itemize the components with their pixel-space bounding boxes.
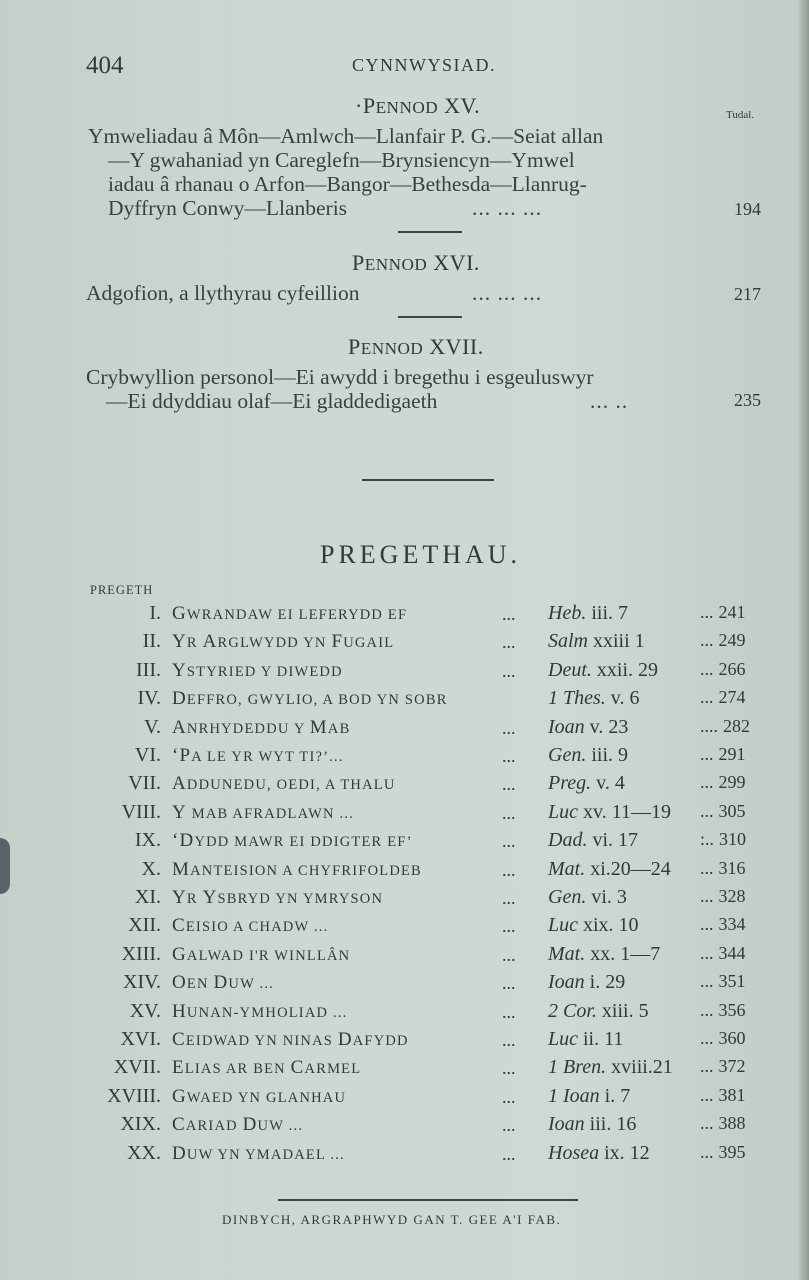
page-number-value: 372: [718, 1056, 746, 1077]
sermon-page-ref: [700, 1085, 746, 1106]
sermon-title: [172, 972, 274, 994]
sermon-title-part: AFYDD: [352, 1033, 409, 1049]
sermon-title-part: A: [202, 631, 218, 653]
chapter-page-ref: 235: [734, 390, 761, 410]
leader-dots: ...: [700, 630, 714, 651]
leader-dots: ...: [502, 944, 516, 965]
leader-dots: ...: [502, 831, 516, 852]
sermon-title-part: F: [331, 631, 344, 653]
page-number-value: 356: [718, 999, 746, 1020]
scripture-verse: xviii.21: [606, 1056, 673, 1079]
sermon-number: IV.: [137, 687, 161, 710]
sermon-title-part: ANTEISION A CHYFRIFOLDEB: [190, 862, 422, 879]
sermon-title: [172, 688, 448, 710]
sermon-number: XIV.: [123, 971, 161, 994]
scripture-reference: [548, 886, 627, 909]
page-number-value: 241: [718, 602, 746, 622]
sermon-title-part: EFFRO, GWYLIO, A BOD YN SOBR: [186, 692, 448, 709]
sermon-title-part: Y: [172, 887, 187, 908]
page-number-value: 310: [719, 829, 747, 850]
sermon-title-part: Y: [172, 659, 187, 681]
sermon-number: III.: [136, 658, 161, 681]
section-rule: [398, 316, 462, 318]
sermon-title-part: STYRIED Y DIWEDD: [186, 663, 343, 680]
scripture-book: Luc: [548, 800, 578, 823]
sermon-page-ref: [700, 772, 746, 793]
chapter-line: Adgofion, a llythyrau cyfeillion: [86, 281, 360, 305]
sermon-title-part: C: [172, 915, 186, 937]
sermon-page-ref: [700, 602, 746, 623]
scripture-verse: xxiii 1: [588, 630, 645, 653]
sermon-title-part: DDUNEDU, OEDI, A THALU: [186, 777, 396, 794]
sermon-title: [172, 660, 343, 682]
scripture-book: Hosea: [548, 1141, 600, 1164]
scripture-book: Heb.: [548, 602, 587, 624]
sermon-number: VIII.: [121, 800, 161, 823]
sermon-page-ref: [700, 687, 746, 708]
sermon-title-part: R: [186, 635, 203, 652]
chapter-line: Crybwyllion personol—Ei awydd i bregethu i esgeuluswyr: [86, 365, 594, 389]
sermon-title-part: G: [172, 603, 187, 624]
sermon-title-part: WRANDAW EI LEFERYDD EF: [186, 607, 408, 623]
sermon-title-part: UW ...: [228, 976, 275, 993]
leader-dots: ...: [700, 658, 714, 679]
sermon-page-ref: [700, 1113, 746, 1134]
leader-dots: ... ... ...: [472, 196, 543, 220]
sermon-number: XIII.: [121, 942, 161, 965]
page-number-value: 381: [718, 1084, 746, 1105]
sermon-row: [0, 914, 809, 942]
footer-rule: [278, 1199, 578, 1201]
sermon-title: [172, 1057, 361, 1079]
sermon-row: [0, 772, 809, 800]
scripture-verse: v. 4: [591, 772, 625, 795]
leader-dots: ...: [700, 772, 714, 793]
leader-dots: ...: [502, 859, 516, 880]
sermon-title: [172, 631, 394, 653]
scripture-reference: [548, 1142, 650, 1165]
sermon-title-part: G: [172, 943, 187, 965]
sermons-title: PREGETHAU.: [320, 540, 522, 569]
scripture-book: Mat.: [548, 942, 586, 965]
sermon-row: [0, 971, 809, 999]
scripture-book: Luc: [548, 914, 578, 937]
sermon-row: [0, 1085, 809, 1113]
leader-dots: ...: [502, 774, 516, 795]
scripture-verse: xix. 10: [578, 914, 639, 937]
scripture-verse: iii. 16: [584, 1113, 637, 1136]
leader-dots: ...: [700, 886, 714, 906]
scripture-book: 1 Thes.: [548, 687, 606, 710]
leader-dots: ...: [700, 687, 714, 708]
scripture-reference: [548, 858, 671, 881]
sermon-title: [172, 1029, 409, 1051]
leader-dots: :..: [700, 829, 715, 850]
sermon-number: II.: [142, 630, 161, 653]
leader-dots: ...: [502, 660, 516, 681]
page-number-value: 344: [718, 942, 746, 963]
sermon-page-ref: [700, 801, 746, 822]
sermon-title-part: D: [242, 1114, 258, 1136]
leader-dots: ...: [502, 1086, 516, 1107]
sermon-title-part: D: [213, 972, 229, 994]
sermon-title-part: M: [309, 716, 328, 738]
chapter-heading: PENNOD XVII.: [348, 334, 484, 359]
sermon-title: [172, 1143, 345, 1165]
sermon-number: XIX.: [120, 1113, 161, 1136]
scripture-book: Preg.: [548, 772, 592, 795]
sermon-page-ref: [700, 744, 746, 765]
sermon-title-part: A: [172, 716, 187, 738]
sermon-number: XX.: [127, 1141, 161, 1164]
sermon-row: [0, 1142, 809, 1170]
sermon-row: [0, 716, 809, 744]
scripture-verse: xiii. 5: [596, 999, 649, 1022]
scripture-reference: [548, 716, 628, 739]
sermon-page-ref: [700, 716, 750, 737]
scripture-book: Salm: [548, 630, 588, 653]
leader-dots: ...: [700, 1084, 714, 1105]
chapter-line: Dyffryn Conwy—Llanberis: [108, 196, 348, 220]
sermon-title-part: UGAIL: [343, 635, 395, 652]
scripture-reference: [548, 1085, 630, 1108]
sermon-page-ref: [700, 630, 746, 651]
scripture-verse: vi. 3: [586, 886, 627, 908]
scripture-book: Ioan: [548, 1113, 585, 1136]
sermon-title-part: NRHYDEDDU Y: [186, 720, 310, 737]
page-column-label: Tudal.: [726, 109, 755, 121]
sermon-title-part: M: [172, 858, 191, 880]
scripture-book: Ioan: [548, 715, 585, 738]
scripture-reference: [548, 943, 660, 966]
scripture-verse: xxii. 29: [591, 658, 659, 681]
sermon-number: XVI.: [120, 1028, 161, 1050]
sermon-number: I.: [149, 602, 161, 624]
leader-dots: ... ... ...: [472, 281, 543, 305]
page-number-value: 388: [718, 1113, 746, 1134]
sermon-row: [0, 858, 809, 886]
sermon-title-part: O: [172, 972, 187, 994]
sermon-title-part: UW ...: [257, 1118, 304, 1135]
sermon-page-ref: [700, 659, 746, 680]
sermon-row: [0, 602, 809, 630]
leader-dots: ...: [502, 1143, 516, 1164]
scripture-book: Gen.: [548, 886, 587, 908]
chapter-page-ref: 194: [734, 199, 761, 219]
scripture-book: Ioan: [548, 971, 585, 994]
scripture-verse: iii. 7: [586, 602, 628, 624]
sermon-row: [0, 829, 809, 857]
sermon-column-label: PREGETH: [90, 583, 154, 597]
sermon-title-part: C: [172, 1114, 186, 1136]
sermon-row: [0, 801, 809, 829]
sermon-title: [172, 717, 350, 739]
sermon-row: [0, 1028, 809, 1056]
leader-dots: ...: [502, 632, 516, 653]
sermon-row: [0, 1000, 809, 1028]
sermon-title-part: RGLWYDD YN: [217, 635, 332, 652]
scripture-book: 1 Bren.: [548, 1056, 607, 1079]
chapter-line: —Y gwahaniad yn Careglefn—Brynsiencyn—Ymwel: [108, 148, 575, 172]
sermon-number: XII.: [128, 914, 161, 937]
sermon-title-part: ARIAD: [185, 1118, 243, 1135]
sermon-title-part: UW YN YMADAEL ...: [186, 1146, 345, 1163]
scripture-verse: i. 29: [584, 971, 626, 994]
leader-dots: ... ..: [590, 389, 629, 413]
sermon-number: X.: [141, 857, 161, 880]
sermon-title-part: A LE YR WYT TI?’...: [191, 749, 344, 765]
sermon-title-part: R: [186, 891, 203, 907]
leader-dots: ...: [502, 888, 516, 908]
scripture-book: Luc: [548, 1028, 578, 1050]
scripture-reference: [548, 744, 628, 767]
sermon-row: [0, 943, 809, 971]
scripture-reference: [548, 1056, 673, 1079]
sermon-number: XV.: [129, 999, 161, 1022]
sermon-row: [0, 687, 809, 715]
page-number-value: 334: [718, 914, 746, 935]
sermon-title: [172, 1001, 347, 1023]
sermon-page-ref: [700, 858, 746, 879]
leader-dots: ...: [502, 717, 516, 738]
sermon-page-ref: [700, 971, 746, 992]
sermon-title: [172, 915, 328, 937]
sermon-title: [172, 1086, 346, 1108]
page-number-value: 316: [718, 857, 746, 878]
scripture-reference: [548, 914, 639, 937]
leader-dots: ...: [700, 971, 714, 992]
leader-dots: ...: [700, 1141, 714, 1162]
chapter-line: —Ei ddyddiau olaf—Ei gladdedigaeth: [106, 389, 438, 413]
sermon-title-part: ALWAD I'R WINLLÂN: [186, 947, 351, 964]
scripture-book: Deut.: [548, 658, 592, 681]
scripture-verse: v. 6: [605, 687, 640, 710]
sermon-page-ref: [700, 914, 746, 935]
sermon-title-part: Y: [202, 887, 218, 908]
sermon-title-part: C: [172, 1029, 186, 1050]
running-head-title: CYNNWYSIAD.: [352, 55, 496, 75]
leader-dots: ...: [700, 942, 714, 963]
page-number-value: 299: [718, 772, 746, 793]
scripture-verse: xv. 11—19: [578, 800, 671, 823]
page-number-value: 282: [723, 715, 750, 736]
sermon-title-part: C: [290, 1057, 305, 1079]
leader-dots: ...: [502, 1115, 516, 1136]
sermon-title: [172, 830, 413, 852]
leader-dots: ...: [502, 1058, 516, 1079]
sermon-row: [0, 630, 809, 658]
leader-dots: ...: [700, 914, 714, 935]
scripture-reference: [548, 1028, 623, 1051]
leader-dots: ...: [502, 916, 516, 937]
sermon-title: [172, 745, 344, 767]
scripture-verse: iii. 9: [586, 744, 628, 766]
leader-dots: ...: [700, 1056, 714, 1077]
scripture-verse: ix. 12: [599, 1141, 650, 1164]
chapter-line: iadau â rhanau o Arfon—Bangor—Bethesda—Llanrug-: [108, 172, 587, 196]
sermon-page-ref: [700, 1142, 746, 1163]
chapter-line: Ymweliadau â Môn—Amlwch—Llanfair P. G.—Seiat allan: [88, 124, 604, 148]
sermon-title-part: D: [337, 1029, 353, 1050]
sermon-number: XI.: [134, 886, 161, 908]
chapter-heading: PENNOD XVI.: [352, 250, 480, 275]
sermon-title-part: MAB AFRADLAWN ...: [186, 805, 354, 822]
chapter-heading: ·PENNOD XV.: [355, 93, 481, 118]
sermon-title: [172, 887, 383, 909]
scripture-reference: [548, 687, 640, 710]
sermon-row: [0, 886, 809, 914]
sermon-title-part: WAED YN GLANHAU: [186, 1089, 347, 1106]
leader-dots: ...: [502, 604, 516, 624]
leader-dots: ...: [700, 857, 714, 878]
page-number-value: 351: [718, 971, 746, 992]
sermon-title-part: Y: [172, 801, 187, 823]
sermon-row: [0, 1113, 809, 1141]
leader-dots: ...: [700, 602, 714, 622]
sermon-title-part: EN: [186, 976, 214, 993]
sermon-title-part: YDD MAWR EI DDIGTER EF’: [194, 834, 413, 851]
sermon-page-ref: [700, 1000, 746, 1021]
sermon-number: VI.: [134, 744, 161, 766]
page-number-value: 360: [718, 1028, 746, 1048]
scripture-reference: [548, 602, 628, 625]
sermon-page-ref: [700, 943, 746, 964]
sermon-title-part: E: [172, 1057, 185, 1079]
page-number: 404: [86, 52, 124, 79]
sermon-page-ref: [700, 1028, 746, 1049]
leader-dots: ...: [502, 1001, 516, 1022]
sermon-page-ref: [700, 1056, 746, 1077]
scripture-book: 2 Cor.: [548, 999, 597, 1022]
sermon-number: XVIII.: [107, 1084, 161, 1107]
sermon-title-part: D: [172, 1142, 187, 1164]
leader-dots: ...: [502, 1030, 516, 1050]
page-number-value: 249: [718, 630, 746, 651]
chapter-page-ref: 217: [734, 284, 761, 304]
page-number-value: 305: [718, 800, 746, 821]
scripture-reference: [548, 971, 625, 994]
sermon-title: [172, 773, 396, 795]
scripture-verse: ii. 11: [578, 1028, 624, 1050]
sermon-title-part: ‘D: [172, 830, 195, 852]
scripture-verse: xx. 1—7: [585, 942, 661, 965]
scripture-verse: i. 7: [599, 1084, 631, 1107]
printer-imprint: DINBYCH, ARGRAPHWYD GAN T. GEE A'I FAB.: [222, 1212, 562, 1227]
sermon-title-part: A: [172, 773, 187, 795]
scripture-verse: v. 23: [584, 715, 629, 738]
scripture-reference: [548, 1113, 636, 1136]
section-rule: [398, 231, 462, 233]
sermon-title: [172, 944, 350, 966]
leader-dots: ....: [700, 715, 718, 736]
sermon-number: XVII.: [113, 1056, 161, 1079]
sermon-page-ref: [700, 829, 746, 850]
leader-dots: ...: [700, 744, 714, 764]
scripture-book: Dad.: [548, 829, 588, 852]
sermon-title-part: H: [172, 1000, 187, 1022]
scripture-reference: [548, 829, 638, 852]
leader-dots: ...: [502, 802, 516, 823]
sermon-row: [0, 744, 809, 772]
sermon-title: [172, 1114, 303, 1136]
leader-dots: ...: [502, 746, 516, 766]
leader-dots: ...: [700, 800, 714, 821]
scripture-reference: [548, 630, 645, 653]
leader-dots: ...: [700, 999, 714, 1020]
divider-rule: [362, 479, 494, 481]
scripture-reference: [548, 659, 658, 682]
scripture-verse: xi.20—24: [585, 857, 671, 880]
scripture-book: Mat.: [548, 857, 586, 880]
sermon-title-part: G: [172, 1085, 187, 1107]
sermon-title-part: UNAN-YMHOLIAD ...: [186, 1004, 348, 1021]
sermon-title-part: EISIO A CHADW ...: [185, 919, 329, 936]
sermon-number: VII.: [128, 772, 161, 795]
sermon-title-part: Y: [172, 631, 187, 653]
sermon-title-part: LIAS AR BEN: [184, 1061, 291, 1078]
leader-dots: ...: [700, 1113, 714, 1134]
scripture-reference: [548, 1000, 649, 1023]
sermon-page-ref: [700, 886, 746, 907]
page-number-value: 274: [718, 687, 746, 708]
sermon-title: [172, 603, 407, 625]
sermon-title-part: SBRYD YN YMRYSON: [217, 891, 384, 907]
scripture-reference: [548, 772, 625, 795]
sermon-title-part: ‘P: [172, 745, 192, 766]
leader-dots: ...: [700, 1028, 714, 1048]
sermon-title-part: ARMEL: [304, 1061, 362, 1078]
scripture-verse: vi. 17: [587, 829, 639, 852]
page-number-value: 291: [718, 744, 746, 764]
page-number-value: 266: [718, 658, 746, 679]
sermon-number: IX.: [134, 829, 161, 852]
sermon-title-part: D: [172, 688, 187, 710]
sermon-title: [172, 859, 422, 881]
sermon-number: V.: [144, 715, 161, 738]
sermon-row: [0, 1056, 809, 1084]
page-number-value: 395: [718, 1141, 746, 1162]
scripture-book: 1 Ioan: [548, 1084, 600, 1107]
sermon-title-part: AB: [327, 720, 351, 737]
sermon-title: [172, 802, 354, 824]
scripture-reference: [548, 801, 671, 824]
leader-dots: ...: [502, 973, 516, 994]
page-number-value: 328: [718, 886, 746, 906]
scripture-book: Gen.: [548, 744, 587, 766]
sermon-row: [0, 659, 809, 687]
sermon-title-part: EIDWAD YN NINAS: [185, 1033, 338, 1049]
